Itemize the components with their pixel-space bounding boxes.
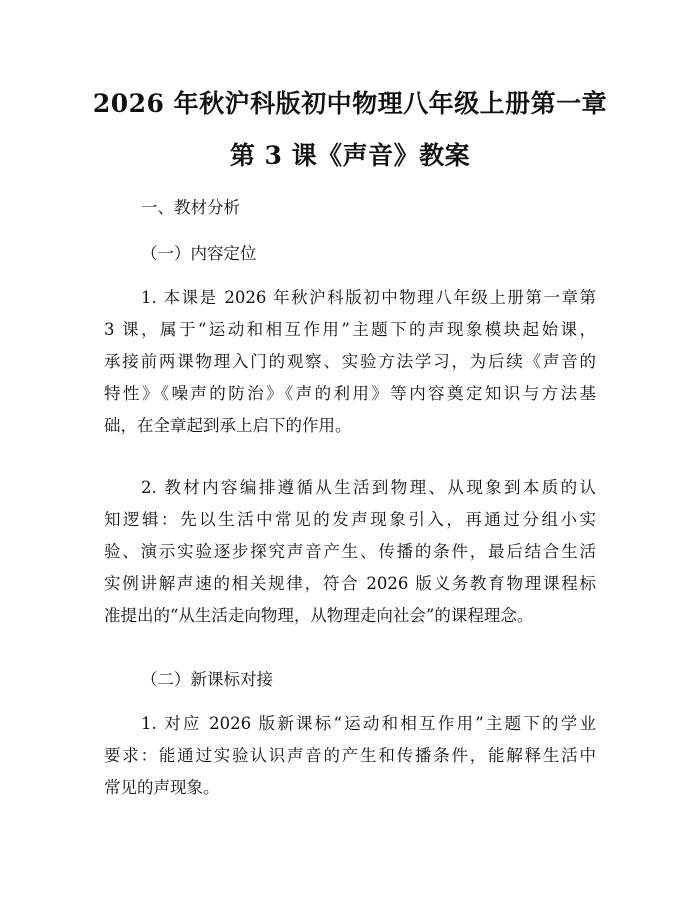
paragraph-1: [104, 282, 596, 442]
paragraph-2-line: 验、演示实验逐步探究声音产生、传播的条件，最后结合生活: [104, 542, 596, 561]
document-title-line-2: 第 3 课《声音》教案: [229, 141, 471, 170]
paragraph-3-line: 1. 对应 2026 版新课标“运动和相互作用”主题下的学业: [141, 714, 596, 733]
paragraph-2: [104, 472, 596, 632]
subsection-heading-curriculum-alignment: （二）新课标对接: [141, 670, 273, 689]
paragraph-3-line: 要求：能通过实验认识声音的产生和传播条件，能解释生活中: [104, 746, 596, 765]
paragraph-1-line: 础，在全章起到承上启下的作用。: [104, 416, 352, 435]
paragraph-2-line: 2. 教材内容编排遵循从生活到物理、从现象到本质的认: [141, 478, 596, 497]
section-heading-textbook-analysis: 一、教材分析: [141, 198, 240, 217]
paragraph-1-line: 特性》《噪声的防治》《声的利用》等内容奠定知识与方法基: [104, 384, 596, 403]
paragraph-2-line: 知逻辑：先以生活中常见的发声现象引入，再通过分组小实: [104, 510, 596, 529]
document-title-line-1: 2026 年秋沪科版初中物理八年级上册第一章: [92, 89, 608, 118]
subsection-heading-content-positioning: （一）内容定位: [141, 244, 257, 263]
paragraph-1-line: 1. 本课是 2026 年秋沪科版初中物理八年级上册第一章第: [141, 288, 596, 307]
paragraph-2-line: 实例讲解声速的相关规律，符合 2026 版义务教育物理课程标: [104, 574, 596, 593]
paragraph-2-line: 准提出的“从生活走向物理，从物理走向社会”的课程理念。: [104, 606, 534, 625]
paragraph-1-line: 承接前两课物理入门的观察、实验方法学习，为后续《声音的: [104, 352, 596, 371]
paragraph-3: [104, 708, 596, 804]
paragraph-3-line: 常见的声现象。: [104, 778, 220, 797]
paragraph-1-line: 3 课，属于“运动和相互作用”主题下的声现象模块起始课，: [104, 320, 596, 339]
